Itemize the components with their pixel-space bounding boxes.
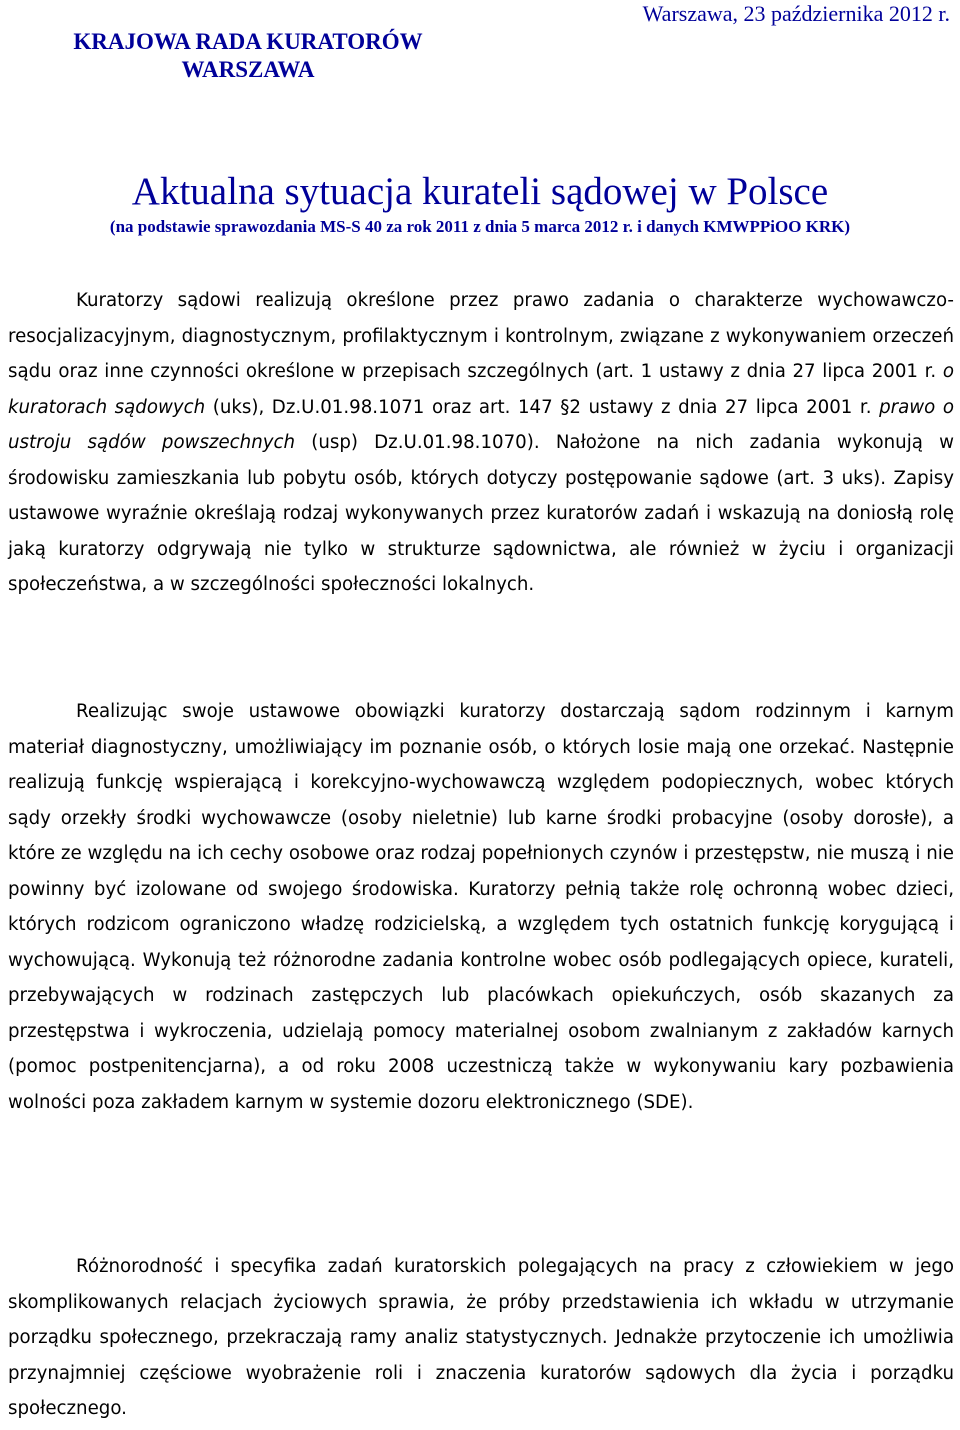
paragraph-1-text-a: Kuratorzy sądowi realizują określone przez prawo zadania o charakterze wychowawczo-resocjalizacyjnym, diagnostycznym, profilaktycznym i kontrolnym, związane z wykonywaniem orzeczeń sądu oraz inne czynności określone w przepisach szczególnych (art. 1 ustawy z dnia 27 lipca 2001 r. (8, 290, 954, 382)
act-title-ustroj-sadow: prawo o ustroju sądów powszechnych (8, 396, 954, 453)
paragraph-1-text-c: (usp) Dz.U.01.98.1070). Nałożone na nich zadania wykonują w środowisku zamieszkania lub pobytu osób, których dotyczy postępowanie sądowe (art. 3 uks). Zapisy ustawowe wyraźnie określają rodzaj wykonywanych przez kuratorów zadań i wskazują na doniosłą rolę jaką kuratorzy odgrywają nie tylko w strukturze sądownictwa, ale również w życiu i organizacji społeczeństwa, a w szczególności społeczności lokalnych. (8, 432, 954, 595)
organization-name-line-1: KRAJOWA RADA KURATORÓW (73, 29, 423, 54)
document-subtitle: (na podstawie sprawozdania MS-S 40 za rok 2011 z dnia 5 marca 2012 r. i danych KMWPPiOO KRK) (109, 217, 851, 236)
place-and-date: Warszawa, 23 października 2012 r. (642, 1, 950, 26)
organization-name-line-2: WARSZAWA (181, 57, 315, 82)
body-paragraph-2: Realizując swoje ustawowe obowiązki kuratorzy dostarczają sądom rodzinnym i karnym materiał diagnostyczny, umożliwiający im poznanie osób, o których losie mają one orzekać. Następnie realizują funkcję wspierającą i korekcyjno-wychowawczą względem podopiecznych, wobec których sądy orzekły środki wychowawcze (osoby nieletnie) lub karne środki probacyjne (osoby dorosłe), a które ze względu na ich cechy osobowe oraz rodzaj popełnionych czynów i przestępstw, nie muszą i nie powinny być izolowane od swojego środowiska. Kuratorzy pełnią także rolę ochronną wobec dzieci, których rodzicom ograniczono władzę rodzicielską, a względem tych ostatnich funkcję korygującą i wychowującą. Wykonują też różnorodne zadania kontrolne wobec osób podlegających opiece, kurateli, przebywających w rodzinach zastępczych lub placówkach opiekuńczych, osób skazanych za przestępstwa i wykroczenia, udzielają pomocy materialnej osobom zwalnianym z zakładów karnych (pomoc postpenitencjarna), a od roku 2008 uczestniczą także w wykonywaniu kary pozbawienia wolności poza zakładem karnym w systemie dozoru elektronicznego (SDE). (8, 701, 954, 1113)
paragraph-1-text-b: (uks), Dz.U.01.98.1071 oraz art. 147 §2 ustawy z dnia 27 lipca 2001 r. (205, 396, 880, 418)
body-paragraph-3: Różnorodność i specyfika zadań kuratorskich polegających na pracy z człowiekiem w jego skomplikowanych relacjach życiowych sprawia, że próby przedstawienia ich wkładu w utrzymanie porządku społecznego, przekraczają ramy analiz statystycznych. Jednakże przytoczenie ich umożliwia przynajmniej częściowe wyobrażenie roli i znaczenia kuratorów sądowych dla życia i porządku społecznego. (8, 1256, 954, 1419)
organization-name (8, 28, 488, 84)
body-paragraph-1 (8, 283, 954, 603)
act-title-kuratorzy: o kuratorach sądowych (8, 361, 954, 418)
document-title: Aktualna sytuacja kurateli sądowej w Polsce (131, 170, 829, 213)
